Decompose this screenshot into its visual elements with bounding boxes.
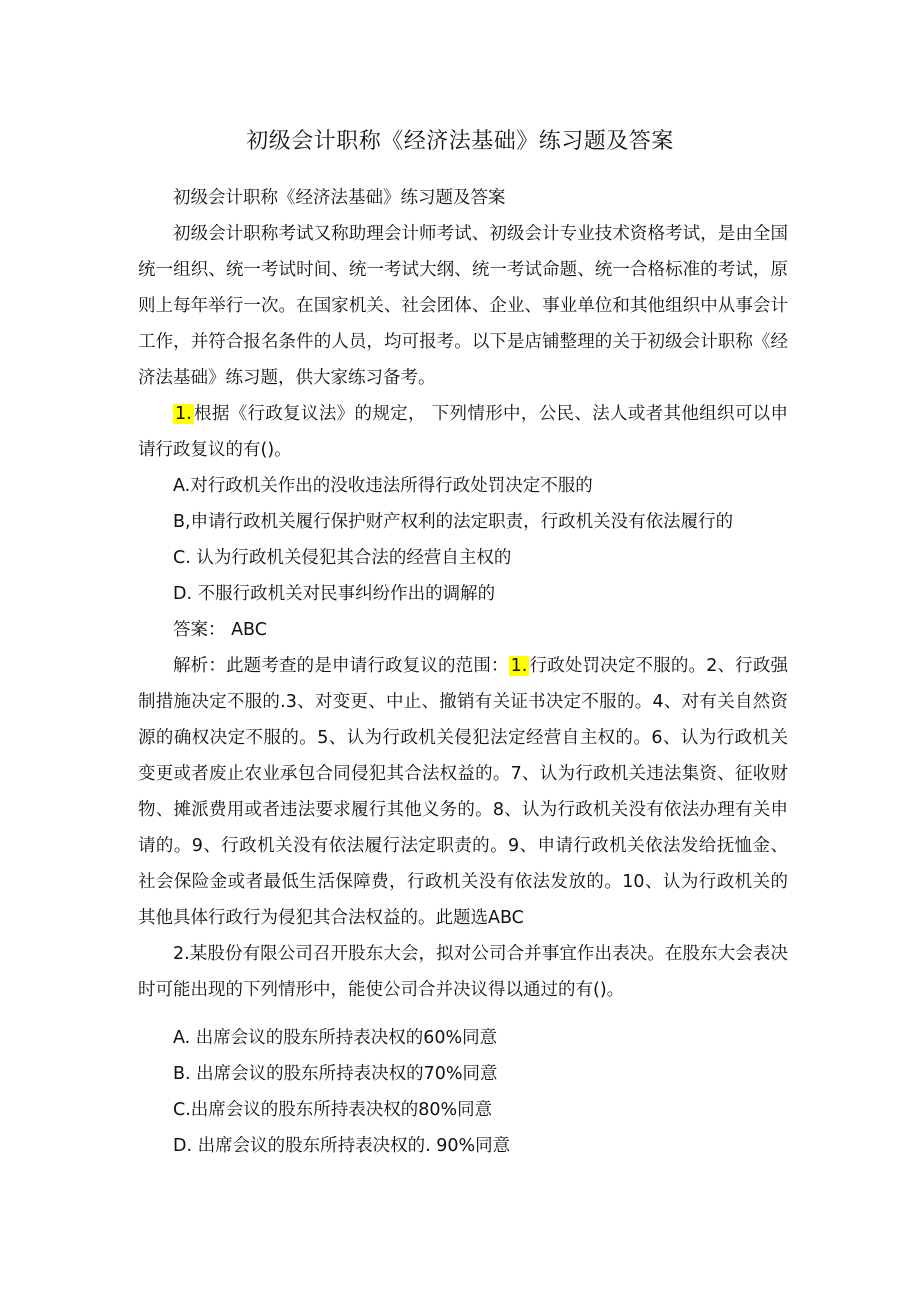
highlight-mark: 1. — [175, 404, 192, 424]
q2-option-c: C.出席会议的股东所持表决权的80%同意 — [173, 1100, 493, 1120]
q1-option-b: B,申请行政机关履行保护财产权利的法定职责，行政机关没有依法履行的 — [173, 512, 734, 532]
question-1-text: 根据《行政复议法》的规定， 下列情形中，公民、法人或者其他组织可以申请行政复议的有()。 — [138, 404, 788, 460]
q1-option-d: D. 不服行政机关对民事纠纷作出的调解的 — [173, 584, 496, 604]
analysis-prefix: 解析：此题考查的是申请行政复议的范围： — [173, 656, 509, 676]
q2-option-d: D. 出席会议的股东所持表决权的. 90%同意 — [173, 1136, 511, 1156]
question-1 — [138, 396, 788, 468]
analysis-highlight: 1. — [510, 656, 528, 676]
intro-paragraph: 初级会计职称考试又称助理会计师考试、初级会计专业技术资格考试，是由全国统一组织、统一考试时间、统一考试大纲、统一考试命题、统一合格标准的考试，原则上每年举行一次。在国家机关、社会团体、企业、事业单位和其他组织中从事会计工作，并符合报名条件的人员，均可报考。以下是店铺整理的关于初级会计职称《经济法基础》练习题，供大家练习备考。 — [138, 224, 788, 388]
q1-option-a: A.对行政机关作出的没收违法所得行政处罚决定不服的 — [173, 476, 593, 496]
q1-analysis — [138, 648, 788, 936]
q1-option-c: C. 认为行政机关侵犯其合法的经营自主权的 — [173, 548, 512, 568]
document-body — [138, 180, 788, 1164]
q1-answer: 答案： ABC — [173, 620, 267, 640]
question-2: 2.某股份有限公司召开股东大会，拟对公司合并事宜作出表决。在股东大会表决时可能出现的下列情形中，能使公司合并决议得以通过的有()。 — [138, 944, 788, 1000]
page-title: 初级会计职称《经济法基础》练习题及答案 — [246, 129, 674, 154]
spacer — [138, 1008, 788, 1020]
analysis-rest: 行政处罚决定不服的。2、行政强制措施决定不服的.3、对变更、中止、撤销有关证书决定不服的。4、对有关自然资源的确权决定不服的。5、认为行政机关侵犯法定经营自主权的。6、认为行政机关变更或者废止农业承包合同侵犯其合法权益的。7、认为行政机关违法集资、征收财物、摊派费用或者违法要求履行其他义务的。8、认为行政机关没有依法办理有关申请的。9、行政机关没有依法履行法定职责的。9、申请行政机关依法发给抚恤金、社会保险金或者最低生活保障费，行政机关没有依法发放的。10、认为行政机关的其他具体行政行为侵犯其合法权益的。此题选ABC — [138, 656, 789, 928]
subtitle: 初级会计职称《经济法基础》练习题及答案 — [173, 188, 506, 208]
q2-option-a: A. 出席会议的股东所持表决权的60%同意 — [173, 1028, 498, 1048]
q2-option-b: B. 出席会议的股东所持表决权的70%同意 — [173, 1064, 498, 1084]
